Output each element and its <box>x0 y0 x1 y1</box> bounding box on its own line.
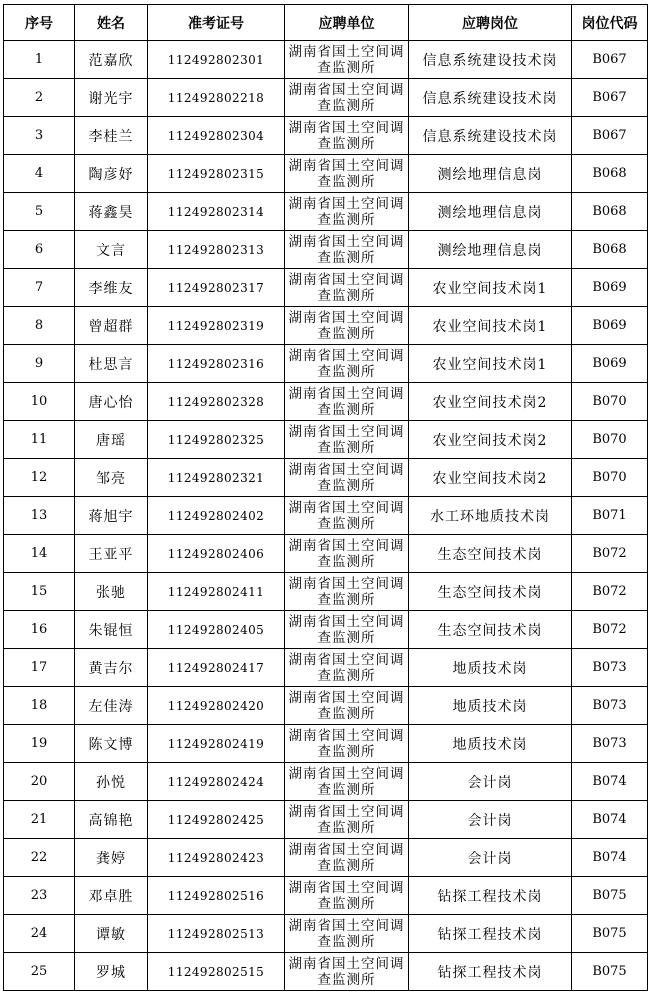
cell-post: 钻探工程技术岗 <box>409 915 572 953</box>
cell-name: 陈文博 <box>75 725 148 763</box>
cell-unit: 湖南省国土空间调查监测所 <box>285 117 409 155</box>
cell-post-code: B072 <box>572 611 648 649</box>
cell-name: 左佳涛 <box>75 687 148 725</box>
cell-exam-id: 112492802406 <box>148 535 285 573</box>
table-row <box>4 117 648 155</box>
cell-unit: 湖南省国土空间调查监测所 <box>285 155 409 193</box>
table-row <box>4 801 648 839</box>
cell-post-code: B074 <box>572 801 648 839</box>
header-name: 姓名 <box>75 5 148 41</box>
header-row <box>4 5 648 41</box>
cell-seq: 20 <box>4 763 75 801</box>
table-row <box>4 231 648 269</box>
cell-name: 邹亮 <box>75 459 148 497</box>
cell-unit: 湖南省国土空间调查监测所 <box>285 345 409 383</box>
cell-post: 钻探工程技术岗 <box>409 953 572 991</box>
cell-exam-id: 112492802513 <box>148 915 285 953</box>
cell-unit: 湖南省国土空间调查监测所 <box>285 459 409 497</box>
cell-seq: 19 <box>4 725 75 763</box>
cell-name: 王亚平 <box>75 535 148 573</box>
cell-post-code: B072 <box>572 573 648 611</box>
cell-name: 龚婷 <box>75 839 148 877</box>
cell-exam-id: 112492802328 <box>148 383 285 421</box>
cell-unit: 湖南省国土空间调查监测所 <box>285 915 409 953</box>
cell-post-code: B068 <box>572 231 648 269</box>
cell-post-code: B067 <box>572 41 648 79</box>
cell-exam-id: 112492802424 <box>148 763 285 801</box>
cell-seq: 22 <box>4 839 75 877</box>
cell-exam-id: 112492802516 <box>148 877 285 915</box>
cell-post-code: B067 <box>572 79 648 117</box>
cell-name: 范嘉欣 <box>75 41 148 79</box>
table-row <box>4 345 648 383</box>
cell-exam-id: 112492802405 <box>148 611 285 649</box>
cell-post: 地质技术岗 <box>409 687 572 725</box>
candidate-table <box>3 4 648 991</box>
cell-exam-id: 112492802316 <box>148 345 285 383</box>
cell-name: 李桂兰 <box>75 117 148 155</box>
cell-seq: 2 <box>4 79 75 117</box>
cell-name: 张驰 <box>75 573 148 611</box>
table-body <box>4 41 648 991</box>
cell-post-code: B070 <box>572 421 648 459</box>
cell-exam-id: 112492802411 <box>148 573 285 611</box>
cell-name: 杜思言 <box>75 345 148 383</box>
cell-post-code: B073 <box>572 725 648 763</box>
table-row <box>4 79 648 117</box>
cell-unit: 湖南省国土空间调查监测所 <box>285 649 409 687</box>
cell-seq: 4 <box>4 155 75 193</box>
table-row <box>4 459 648 497</box>
header-unit: 应聘单位 <box>285 5 409 41</box>
cell-name: 蒋旭宇 <box>75 497 148 535</box>
cell-unit: 湖南省国土空间调查监测所 <box>285 79 409 117</box>
cell-post: 会计岗 <box>409 801 572 839</box>
cell-exam-id: 112492802325 <box>148 421 285 459</box>
cell-seq: 12 <box>4 459 75 497</box>
cell-post-code: B067 <box>572 117 648 155</box>
cell-seq: 8 <box>4 307 75 345</box>
cell-post: 农业空间技术岗1 <box>409 307 572 345</box>
cell-post: 测绘地理信息岗 <box>409 231 572 269</box>
cell-name: 罗城 <box>75 953 148 991</box>
cell-name: 曾超群 <box>75 307 148 345</box>
cell-post: 钻探工程技术岗 <box>409 877 572 915</box>
cell-post: 测绘地理信息岗 <box>409 193 572 231</box>
table-row <box>4 193 648 231</box>
cell-name: 高锦艳 <box>75 801 148 839</box>
cell-name: 孙悦 <box>75 763 148 801</box>
cell-exam-id: 112492802304 <box>148 117 285 155</box>
cell-seq: 24 <box>4 915 75 953</box>
cell-seq: 16 <box>4 611 75 649</box>
cell-post: 会计岗 <box>409 839 572 877</box>
cell-unit: 湖南省国土空间调查监测所 <box>285 383 409 421</box>
cell-post: 生态空间技术岗 <box>409 611 572 649</box>
cell-post-code: B075 <box>572 877 648 915</box>
cell-exam-id: 112492802314 <box>148 193 285 231</box>
cell-post: 农业空间技术岗1 <box>409 345 572 383</box>
cell-seq: 21 <box>4 801 75 839</box>
cell-unit: 湖南省国土空间调查监测所 <box>285 421 409 459</box>
cell-post: 信息系统建设技术岗 <box>409 79 572 117</box>
header-seq: 序号 <box>4 5 75 41</box>
cell-exam-id: 112492802301 <box>148 41 285 79</box>
cell-post: 测绘地理信息岗 <box>409 155 572 193</box>
cell-exam-id: 112492802317 <box>148 269 285 307</box>
cell-unit: 湖南省国土空间调查监测所 <box>285 535 409 573</box>
cell-post: 地质技术岗 <box>409 725 572 763</box>
cell-post: 信息系统建设技术岗 <box>409 41 572 79</box>
cell-unit: 湖南省国土空间调查监测所 <box>285 41 409 79</box>
cell-unit: 湖南省国土空间调查监测所 <box>285 801 409 839</box>
cell-seq: 13 <box>4 497 75 535</box>
cell-name: 黄吉尔 <box>75 649 148 687</box>
cell-exam-id: 112492802321 <box>148 459 285 497</box>
cell-unit: 湖南省国土空间调查监测所 <box>285 877 409 915</box>
cell-seq: 3 <box>4 117 75 155</box>
cell-seq: 9 <box>4 345 75 383</box>
table-row <box>4 573 648 611</box>
table-row <box>4 307 648 345</box>
cell-post: 地质技术岗 <box>409 649 572 687</box>
cell-exam-id: 112492802315 <box>148 155 285 193</box>
cell-seq: 17 <box>4 649 75 687</box>
cell-post: 生态空间技术岗 <box>409 535 572 573</box>
cell-post-code: B072 <box>572 535 648 573</box>
cell-exam-id: 112492802425 <box>148 801 285 839</box>
cell-post-code: B075 <box>572 953 648 991</box>
cell-post-code: B073 <box>572 687 648 725</box>
cell-exam-id: 112492802420 <box>148 687 285 725</box>
table-row <box>4 497 648 535</box>
cell-seq: 1 <box>4 41 75 79</box>
cell-name: 朱锟恒 <box>75 611 148 649</box>
cell-seq: 5 <box>4 193 75 231</box>
table-row <box>4 649 648 687</box>
cell-post-code: B074 <box>572 763 648 801</box>
cell-seq: 6 <box>4 231 75 269</box>
table-row <box>4 725 648 763</box>
cell-unit: 湖南省国土空间调查监测所 <box>285 497 409 535</box>
cell-seq: 23 <box>4 877 75 915</box>
cell-name: 唐心怡 <box>75 383 148 421</box>
cell-unit: 湖南省国土空间调查监测所 <box>285 839 409 877</box>
cell-exam-id: 112492802218 <box>148 79 285 117</box>
table-row <box>4 687 648 725</box>
cell-post-code: B069 <box>572 269 648 307</box>
cell-unit: 湖南省国土空间调查监测所 <box>285 193 409 231</box>
table-row <box>4 155 648 193</box>
table-row <box>4 41 648 79</box>
cell-exam-id: 112492802515 <box>148 953 285 991</box>
table-row <box>4 383 648 421</box>
cell-post-code: B068 <box>572 193 648 231</box>
table-row <box>4 535 648 573</box>
table-row <box>4 915 648 953</box>
cell-seq: 18 <box>4 687 75 725</box>
cell-name: 邓卓胜 <box>75 877 148 915</box>
cell-exam-id: 112492802423 <box>148 839 285 877</box>
cell-post-code: B069 <box>572 345 648 383</box>
cell-name: 文言 <box>75 231 148 269</box>
table-row <box>4 839 648 877</box>
cell-post: 农业空间技术岗2 <box>409 459 572 497</box>
cell-exam-id: 112492802419 <box>148 725 285 763</box>
header-post-code: 岗位代码 <box>572 5 648 41</box>
table-row <box>4 877 648 915</box>
cell-post: 信息系统建设技术岗 <box>409 117 572 155</box>
cell-post-code: B070 <box>572 459 648 497</box>
cell-seq: 14 <box>4 535 75 573</box>
cell-post-code: B068 <box>572 155 648 193</box>
cell-post: 会计岗 <box>409 763 572 801</box>
table-row <box>4 611 648 649</box>
cell-name: 谭敏 <box>75 915 148 953</box>
cell-unit: 湖南省国土空间调查监测所 <box>285 687 409 725</box>
cell-seq: 15 <box>4 573 75 611</box>
cell-post-code: B075 <box>572 915 648 953</box>
cell-exam-id: 112492802417 <box>148 649 285 687</box>
cell-post: 生态空间技术岗 <box>409 573 572 611</box>
cell-seq: 10 <box>4 383 75 421</box>
cell-post-code: B069 <box>572 307 648 345</box>
cell-unit: 湖南省国土空间调查监测所 <box>285 573 409 611</box>
cell-post: 农业空间技术岗2 <box>409 383 572 421</box>
cell-name: 陶彦妤 <box>75 155 148 193</box>
header-post: 应聘岗位 <box>409 5 572 41</box>
cell-post-code: B070 <box>572 383 648 421</box>
cell-unit: 湖南省国土空间调查监测所 <box>285 763 409 801</box>
cell-exam-id: 112492802319 <box>148 307 285 345</box>
cell-post-code: B071 <box>572 497 648 535</box>
cell-name: 唐瑶 <box>75 421 148 459</box>
cell-post: 水工环地质技术岗 <box>409 497 572 535</box>
table-row <box>4 953 648 991</box>
cell-post-code: B073 <box>572 649 648 687</box>
cell-name: 李维友 <box>75 269 148 307</box>
cell-name: 蒋鑫昊 <box>75 193 148 231</box>
table-row <box>4 421 648 459</box>
cell-post-code: B074 <box>572 839 648 877</box>
table-row <box>4 269 648 307</box>
cell-name: 谢光宇 <box>75 79 148 117</box>
cell-post: 农业空间技术岗1 <box>409 269 572 307</box>
cell-unit: 湖南省国土空间调查监测所 <box>285 269 409 307</box>
cell-seq: 7 <box>4 269 75 307</box>
header-exam-id: 准考证号 <box>148 5 285 41</box>
cell-exam-id: 112492802402 <box>148 497 285 535</box>
cell-unit: 湖南省国土空间调查监测所 <box>285 307 409 345</box>
cell-unit: 湖南省国土空间调查监测所 <box>285 611 409 649</box>
table-row <box>4 763 648 801</box>
cell-unit: 湖南省国土空间调查监测所 <box>285 953 409 991</box>
cell-seq: 11 <box>4 421 75 459</box>
cell-post: 农业空间技术岗2 <box>409 421 572 459</box>
cell-unit: 湖南省国土空间调查监测所 <box>285 231 409 269</box>
cell-exam-id: 112492802313 <box>148 231 285 269</box>
cell-unit: 湖南省国土空间调查监测所 <box>285 725 409 763</box>
cell-seq: 25 <box>4 953 75 991</box>
